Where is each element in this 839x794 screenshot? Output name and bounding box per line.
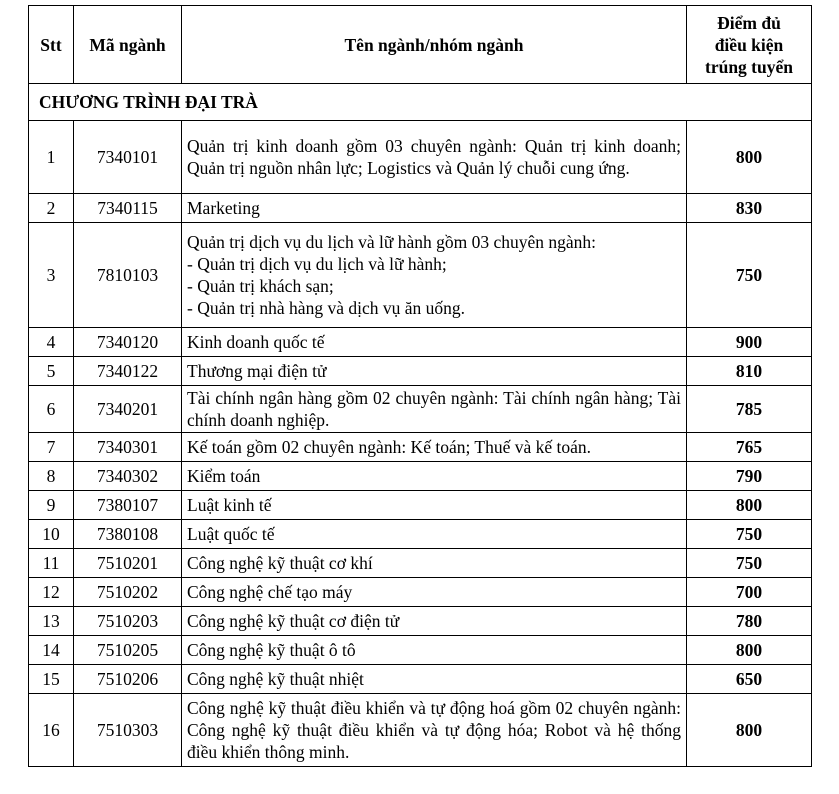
row-score: 900 — [687, 328, 812, 357]
row-name: Marketing — [182, 194, 687, 223]
row-name: Công nghệ kỹ thuật cơ điện tử — [182, 607, 687, 636]
row-name: Thương mại điện tử — [182, 357, 687, 386]
row-code: 7810103 — [74, 223, 182, 328]
table-row — [29, 357, 812, 386]
table-header-row — [29, 6, 812, 84]
row-name: Công nghệ kỹ thuật nhiệt — [182, 665, 687, 694]
row-stt: 2 — [29, 194, 74, 223]
row-score: 830 — [687, 194, 812, 223]
table-row — [29, 636, 812, 665]
header-name: Tên ngành/nhóm ngành — [182, 6, 687, 84]
table-row — [29, 491, 812, 520]
row-name-line: Quản trị dịch vụ du lịch và lữ hành gồm 03 chuyên ngành: — [187, 232, 596, 252]
row-stt: 7 — [29, 433, 74, 462]
row-code: 7340201 — [74, 386, 182, 433]
header-score-line-1: Điểm đủ — [717, 12, 781, 33]
row-code: 7380107 — [74, 491, 182, 520]
table-row — [29, 607, 812, 636]
row-stt: 15 — [29, 665, 74, 694]
table-row — [29, 194, 812, 223]
row-stt: 3 — [29, 223, 74, 328]
row-name: Công nghệ kỹ thuật cơ khí — [182, 549, 687, 578]
row-stt: 10 — [29, 520, 74, 549]
admission-scores-document — [28, 5, 812, 767]
table-row — [29, 549, 812, 578]
row-score: 800 — [687, 694, 812, 767]
table-row — [29, 223, 812, 328]
table-row — [29, 520, 812, 549]
row-score: 800 — [687, 636, 812, 665]
section-row — [29, 84, 812, 121]
row-score: 785 — [687, 386, 812, 433]
row-score: 810 — [687, 357, 812, 386]
row-name-line: - Quản trị khách sạn; — [187, 276, 334, 296]
admission-scores-table — [28, 5, 812, 767]
header-score — [687, 6, 812, 84]
row-score: 800 — [687, 491, 812, 520]
row-code: 7510206 — [74, 665, 182, 694]
row-score: 750 — [687, 223, 812, 328]
row-name — [182, 223, 687, 328]
row-score: 750 — [687, 520, 812, 549]
row-name: Luật kinh tế — [182, 491, 687, 520]
header-stt: Stt — [29, 6, 74, 84]
row-score: 750 — [687, 549, 812, 578]
row-code: 7340101 — [74, 121, 182, 194]
row-stt: 16 — [29, 694, 74, 767]
row-score: 765 — [687, 433, 812, 462]
table-row — [29, 578, 812, 607]
table-row — [29, 121, 812, 194]
row-score: 780 — [687, 607, 812, 636]
row-stt: 6 — [29, 386, 74, 433]
row-code: 7340301 — [74, 433, 182, 462]
row-name: Công nghệ kỹ thuật điều khiển và tự động hoá gồm 02 chuyên ngành: Công nghệ kỹ thuật điều khiển và tự động hóa; Robot và hệ thống điều khiển thông minh. — [182, 694, 687, 767]
row-code: 7510203 — [74, 607, 182, 636]
row-code: 7510303 — [74, 694, 182, 767]
row-stt: 13 — [29, 607, 74, 636]
row-name: Luật quốc tế — [182, 520, 687, 549]
row-stt: 5 — [29, 357, 74, 386]
row-name: Công nghệ chế tạo máy — [182, 578, 687, 607]
row-score: 650 — [687, 665, 812, 694]
row-code: 7340122 — [74, 357, 182, 386]
row-name: Kiểm toán — [182, 462, 687, 491]
table-row — [29, 433, 812, 462]
row-stt: 1 — [29, 121, 74, 194]
row-stt: 9 — [29, 491, 74, 520]
row-name-line: - Quản trị dịch vụ du lịch và lữ hành; — [187, 254, 447, 274]
table-row — [29, 462, 812, 491]
row-score: 800 — [687, 121, 812, 194]
row-stt: 8 — [29, 462, 74, 491]
row-code: 7340115 — [74, 194, 182, 223]
row-stt: 4 — [29, 328, 74, 357]
row-code: 7510205 — [74, 636, 182, 665]
row-name-line: - Quản trị nhà hàng và dịch vụ ăn uống. — [187, 298, 465, 318]
table-row — [29, 694, 812, 767]
row-code: 7340302 — [74, 462, 182, 491]
row-stt: 11 — [29, 549, 74, 578]
row-code: 7340120 — [74, 328, 182, 357]
row-stt: 12 — [29, 578, 74, 607]
row-code: 7380108 — [74, 520, 182, 549]
header-score-line-3: trúng tuyển — [705, 56, 793, 77]
row-score: 790 — [687, 462, 812, 491]
row-name: Quản trị kinh doanh gồm 03 chuyên ngành: Quản trị kinh doanh; Quản trị nguồn nhân lực; Logistics và Quản lý chuỗi cung ứng. — [182, 121, 687, 194]
row-name: Kinh doanh quốc tế — [182, 328, 687, 357]
table-row — [29, 665, 812, 694]
row-name: Công nghệ kỹ thuật ô tô — [182, 636, 687, 665]
row-stt: 14 — [29, 636, 74, 665]
row-name: Tài chính ngân hàng gồm 02 chuyên ngành: Tài chính ngân hàng; Tài chính doanh nghiệp. — [182, 386, 687, 433]
row-code: 7510202 — [74, 578, 182, 607]
table-row — [29, 386, 812, 433]
header-score-line-2: điều kiện — [714, 34, 784, 55]
section-title: CHƯƠNG TRÌNH ĐẠI TRÀ — [29, 84, 812, 121]
table-row — [29, 328, 812, 357]
header-code: Mã ngành — [74, 6, 182, 84]
row-score: 700 — [687, 578, 812, 607]
row-code: 7510201 — [74, 549, 182, 578]
row-name: Kế toán gồm 02 chuyên ngành: Kế toán; Thuế và kế toán. — [182, 433, 687, 462]
